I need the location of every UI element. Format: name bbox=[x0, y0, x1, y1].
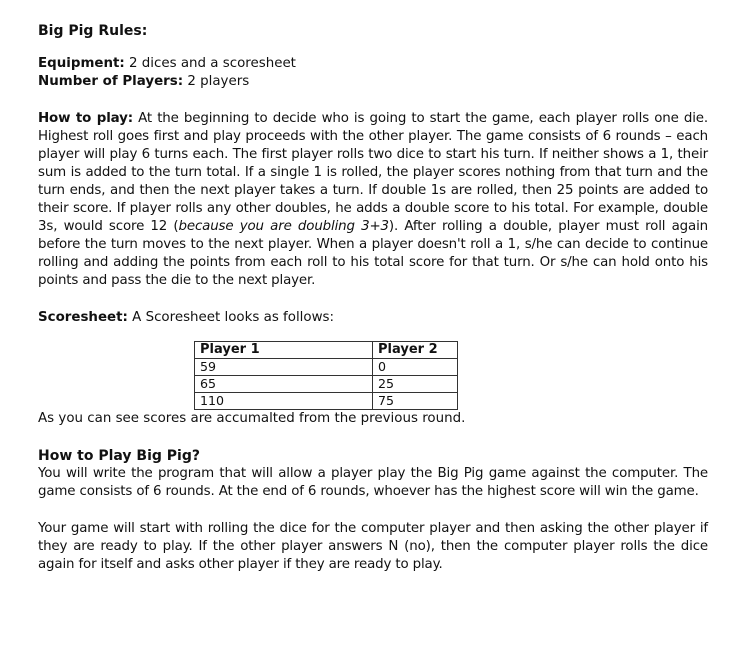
table-cell: 75 bbox=[373, 393, 458, 410]
scoresheet-intro: A Scoresheet looks as follows: bbox=[127, 310, 335, 325]
how-to-play-paragraph bbox=[38, 110, 708, 290]
equipment-label: Equipment: bbox=[38, 56, 125, 71]
table-row bbox=[195, 359, 458, 376]
big-pig-paragraph-1: You will write the program that will allow a player play the Big Pig game against the computer. The game consists of 6 rounds. At the end of 6 rounds, whoever has the highest score will win the game. bbox=[38, 466, 708, 499]
scoresheet-table bbox=[194, 341, 458, 410]
scoresheet-label: Scoresheet: bbox=[38, 310, 128, 325]
table-row bbox=[195, 393, 458, 410]
players-line bbox=[38, 73, 708, 91]
table-row bbox=[195, 376, 458, 393]
table-cell: 65 bbox=[195, 376, 373, 393]
how-to-play-label: How to play: bbox=[38, 111, 133, 126]
table-cell: 0 bbox=[373, 359, 458, 376]
equipment-line bbox=[38, 55, 708, 73]
document-page bbox=[38, 8, 708, 574]
players-label: Number of Players: bbox=[38, 74, 184, 89]
scoresheet-intro-line bbox=[38, 309, 708, 327]
big-pig-section-title: How to Play Big Pig? bbox=[38, 448, 200, 464]
table-cell: 110 bbox=[195, 393, 373, 410]
header-player-1: Player 1 bbox=[195, 342, 373, 359]
rules-title: Big Pig Rules: bbox=[38, 23, 148, 39]
table-cell: 25 bbox=[373, 376, 458, 393]
equipment-value: 2 dices and a scoresheet bbox=[124, 56, 296, 71]
table-cell: 59 bbox=[195, 359, 373, 376]
players-value: 2 players bbox=[183, 74, 250, 89]
how-to-play-text-1: At the beginning to decide who is going to start the game, each player rolls one die. Highest roll goes first and play proceeds with the other player. The game consists of 6 rounds – each player will play 6 turns each. The first player rolls two dice to start his turn. If neither shows a 1, their sum is added to the turn total. If a single 1 is rolled, the player scores nothing from that turn and the turn ends, and then the next player takes a turn. If double 1s are rolled, then 25 points are added to their score. If player rolls any other doubles, he adds a double score to his total. For example, double 3s, would score 12 ( bbox=[38, 111, 708, 234]
big-pig-paragraph-2: Your game will start with rolling the dice for the computer player and then asking the other player if they are ready to play. If the other player answers N (no), then the computer player rolls the dice again for itself and asks other player if they are ready to play. bbox=[38, 521, 708, 572]
how-to-play-text-2: ). After rolling a double, player must roll again before the turn moves to the next player. When a player doesn't roll a 1, s/he can decide to continue rolling and adding the points from each roll to his total score for that turn. Or s/he can hold onto his points and pass the die to the next player. bbox=[38, 219, 708, 288]
header-player-2: Player 2 bbox=[373, 342, 458, 359]
scoresheet-caption: As you can see scores are accumalted from the previous round. bbox=[38, 411, 466, 426]
table-header-row bbox=[195, 342, 458, 359]
how-to-play-italic: because you are doubling 3+3 bbox=[178, 219, 389, 234]
